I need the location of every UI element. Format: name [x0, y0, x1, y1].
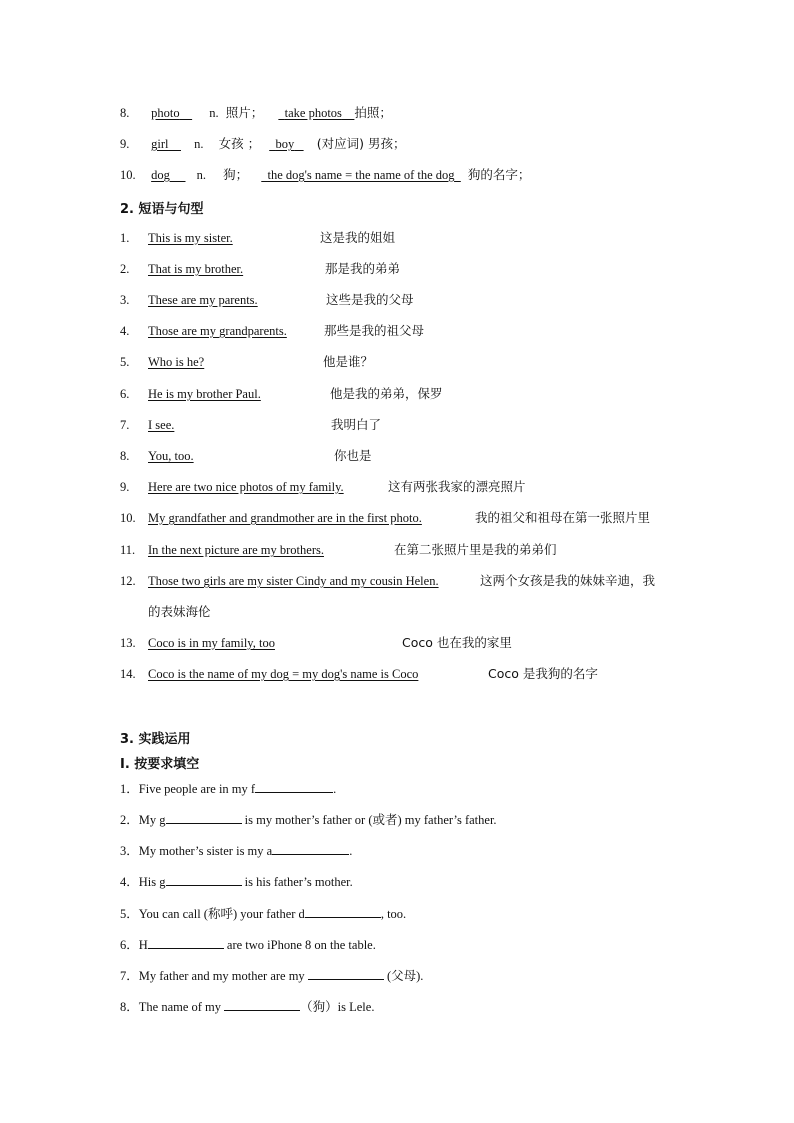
phrase-continuation [148, 603, 211, 621]
exercise-text-before: My father and my mother are my [138, 969, 308, 983]
item-number: 10. [120, 511, 136, 525]
phrase-english: These are my parents. [148, 293, 258, 307]
phrase-chinese: 你也是 [334, 448, 372, 463]
item-number: 2． [120, 813, 139, 827]
phrase-english: In the next picture are my brothers. [148, 543, 324, 557]
item-number: 3． [120, 844, 139, 858]
phrase-english: My grandfather and grandmother are in the first photo. [148, 511, 422, 525]
phrase-chinese: 那些是我的祖父母 [324, 323, 425, 338]
vocab-word: girl [151, 137, 169, 151]
phrase-chinese: 我明白了 [331, 417, 382, 432]
vocab-item-8 [120, 104, 392, 122]
part-of-speech: n. [196, 168, 206, 182]
exercise-item [120, 998, 374, 1016]
phrase-english: Here are two nice photos of my family. [148, 480, 344, 494]
section-heading-practice: 3. 实践运用 [120, 732, 191, 747]
phrase-chinese: Coco 是我狗的名字 [488, 666, 598, 681]
phrase-item [120, 229, 395, 247]
answer-blank[interactable] [305, 905, 381, 918]
phrase-english: Those are my grandparents. [148, 324, 287, 338]
vocab-meaning: 狗； [223, 167, 249, 182]
vocab-word: photo [151, 106, 180, 120]
phrase-chinese: 他是谁？ [323, 354, 374, 369]
item-number: 13. [120, 636, 136, 650]
answer-blank[interactable] [308, 967, 384, 980]
phrase-english: This is my sister. [148, 231, 233, 245]
vocab-extra: the dog's name = the name of the dog [267, 168, 455, 182]
exercise-text-after: （狗）is Lele. [300, 1000, 375, 1014]
item-number: 9. [120, 480, 130, 494]
phrase-chinese: 在第二张照片里是我的弟弟们 [394, 542, 557, 557]
item-number: 4． [120, 875, 139, 889]
phrase-english: I see. [148, 418, 175, 432]
phrase-english: Those two girls are my sister Cindy and my cousin Helen. [148, 574, 439, 588]
exercise-item [120, 967, 423, 985]
answer-blank[interactable] [272, 842, 349, 855]
phrase-item [120, 634, 512, 652]
answer-blank[interactable] [166, 873, 242, 886]
exercise-text-after: is my mother’s father or (或者) my father’s father. [241, 813, 497, 827]
item-number: 6． [120, 938, 139, 952]
phrase-chinese: 这有两张我家的漂亮照片 [388, 479, 526, 494]
item-number: 7． [120, 969, 139, 983]
phrase-english: That is my brother. [148, 262, 244, 276]
phrase-item [120, 322, 424, 340]
item-number: 2. [120, 262, 130, 276]
item-number: 5. [120, 355, 130, 369]
exercise-text-before: His g [138, 875, 166, 889]
phrase-item [120, 291, 414, 309]
exercise-text-after: . [333, 782, 337, 796]
vocab-extra-meaning: 狗的名字； [467, 167, 531, 182]
phrase-english: Coco is the name of my dog = my dog's name is Coco [148, 667, 419, 681]
item-number: 12. [120, 574, 136, 588]
item-number: 1. [120, 231, 130, 245]
part-of-speech: n. [209, 106, 219, 120]
exercise-text-after: , too. [380, 907, 407, 921]
item-number: 9. [120, 137, 130, 151]
phrase-item [120, 541, 557, 559]
item-number: 8. [120, 106, 130, 120]
phrase-chinese-continued: 的表妹海伦 [148, 604, 211, 619]
phrase-item [120, 260, 400, 278]
item-number: 11. [120, 543, 136, 557]
exercise-text-after: . [349, 844, 353, 858]
phrase-english: He is my brother Paul. [148, 387, 261, 401]
answer-blank[interactable] [166, 811, 242, 824]
exercise-text-before: Five people are in my f [138, 782, 256, 796]
exercise-text-after: is his father’s mother. [241, 875, 353, 889]
phrase-item [120, 572, 655, 590]
section-heading-phrases: 2. 短语与句型 [120, 202, 204, 217]
part-of-speech: n. [194, 137, 204, 151]
phrase-chinese: 这两个女孩是我的妹妹辛迪，我 [480, 573, 656, 588]
subsection-heading-fill-blanks: I. 按要求填空 [120, 757, 200, 772]
phrase-chinese: 这是我的姐姐 [320, 230, 396, 245]
phrase-english: Who is he? [148, 355, 205, 369]
vocab-word: dog [151, 168, 170, 182]
phrase-item [120, 353, 373, 371]
phrase-chinese: Coco 也在我的家里 [402, 635, 512, 650]
exercise-item [120, 936, 376, 954]
exercise-text-before: My g [138, 813, 166, 827]
item-number: 3. [120, 293, 130, 307]
item-number: 1． [120, 782, 139, 796]
exercise-item [120, 905, 406, 923]
vocab-item-9 [120, 135, 405, 153]
exercise-text-before: The name of my [138, 1000, 225, 1014]
item-number: 6. [120, 387, 130, 401]
vocab-meaning: 照片； [225, 105, 264, 120]
item-number: 14. [120, 667, 136, 681]
vocab-meaning: 女孩 ； [218, 136, 261, 151]
exercise-text-after: are two iPhone 8 on the table. [223, 938, 376, 952]
phrase-item [120, 478, 526, 496]
exercise-text-after: (父母). [383, 969, 424, 983]
vocab-extra-meaning: (对应词) 男孩； [316, 136, 406, 151]
item-number: 8. [120, 449, 130, 463]
phrase-item [120, 665, 598, 683]
answer-blank[interactable] [148, 936, 224, 949]
exercise-text-before: My mother’s sister is my a [138, 844, 273, 858]
item-number: 10. [120, 168, 136, 182]
item-number: 7. [120, 418, 130, 432]
phrase-item [120, 509, 650, 527]
phrase-chinese: 那是我的弟弟 [325, 261, 401, 276]
phrase-chinese: 我的祖父和祖母在第一张照片里 [475, 510, 651, 525]
exercise-text-before: You can call (称呼) your father d [138, 907, 305, 921]
item-number: 8． [120, 1000, 139, 1014]
answer-blank[interactable] [255, 780, 333, 793]
phrase-item [120, 416, 381, 434]
exercise-item [120, 842, 352, 860]
vocab-extra: boy [275, 137, 295, 151]
phrase-item [120, 385, 443, 403]
phrase-english: Coco is in my family, too [148, 636, 275, 650]
phrase-chinese: 这些是我的父母 [326, 292, 414, 307]
phrase-item [120, 447, 372, 465]
phrase-english: You, too. [148, 449, 194, 463]
item-number: 4. [120, 324, 130, 338]
answer-blank[interactable] [224, 998, 300, 1011]
item-number: 5． [120, 907, 139, 921]
exercise-item [120, 811, 497, 829]
exercise-item [120, 873, 353, 891]
exercise-text-before: H [138, 938, 148, 952]
vocab-extra-meaning: 拍照； [354, 105, 392, 120]
phrase-chinese: 他是我的弟弟，保罗 [330, 386, 443, 401]
vocab-extra: take photos [284, 106, 342, 120]
exercise-item [120, 780, 336, 798]
vocab-item-10 [120, 166, 530, 184]
